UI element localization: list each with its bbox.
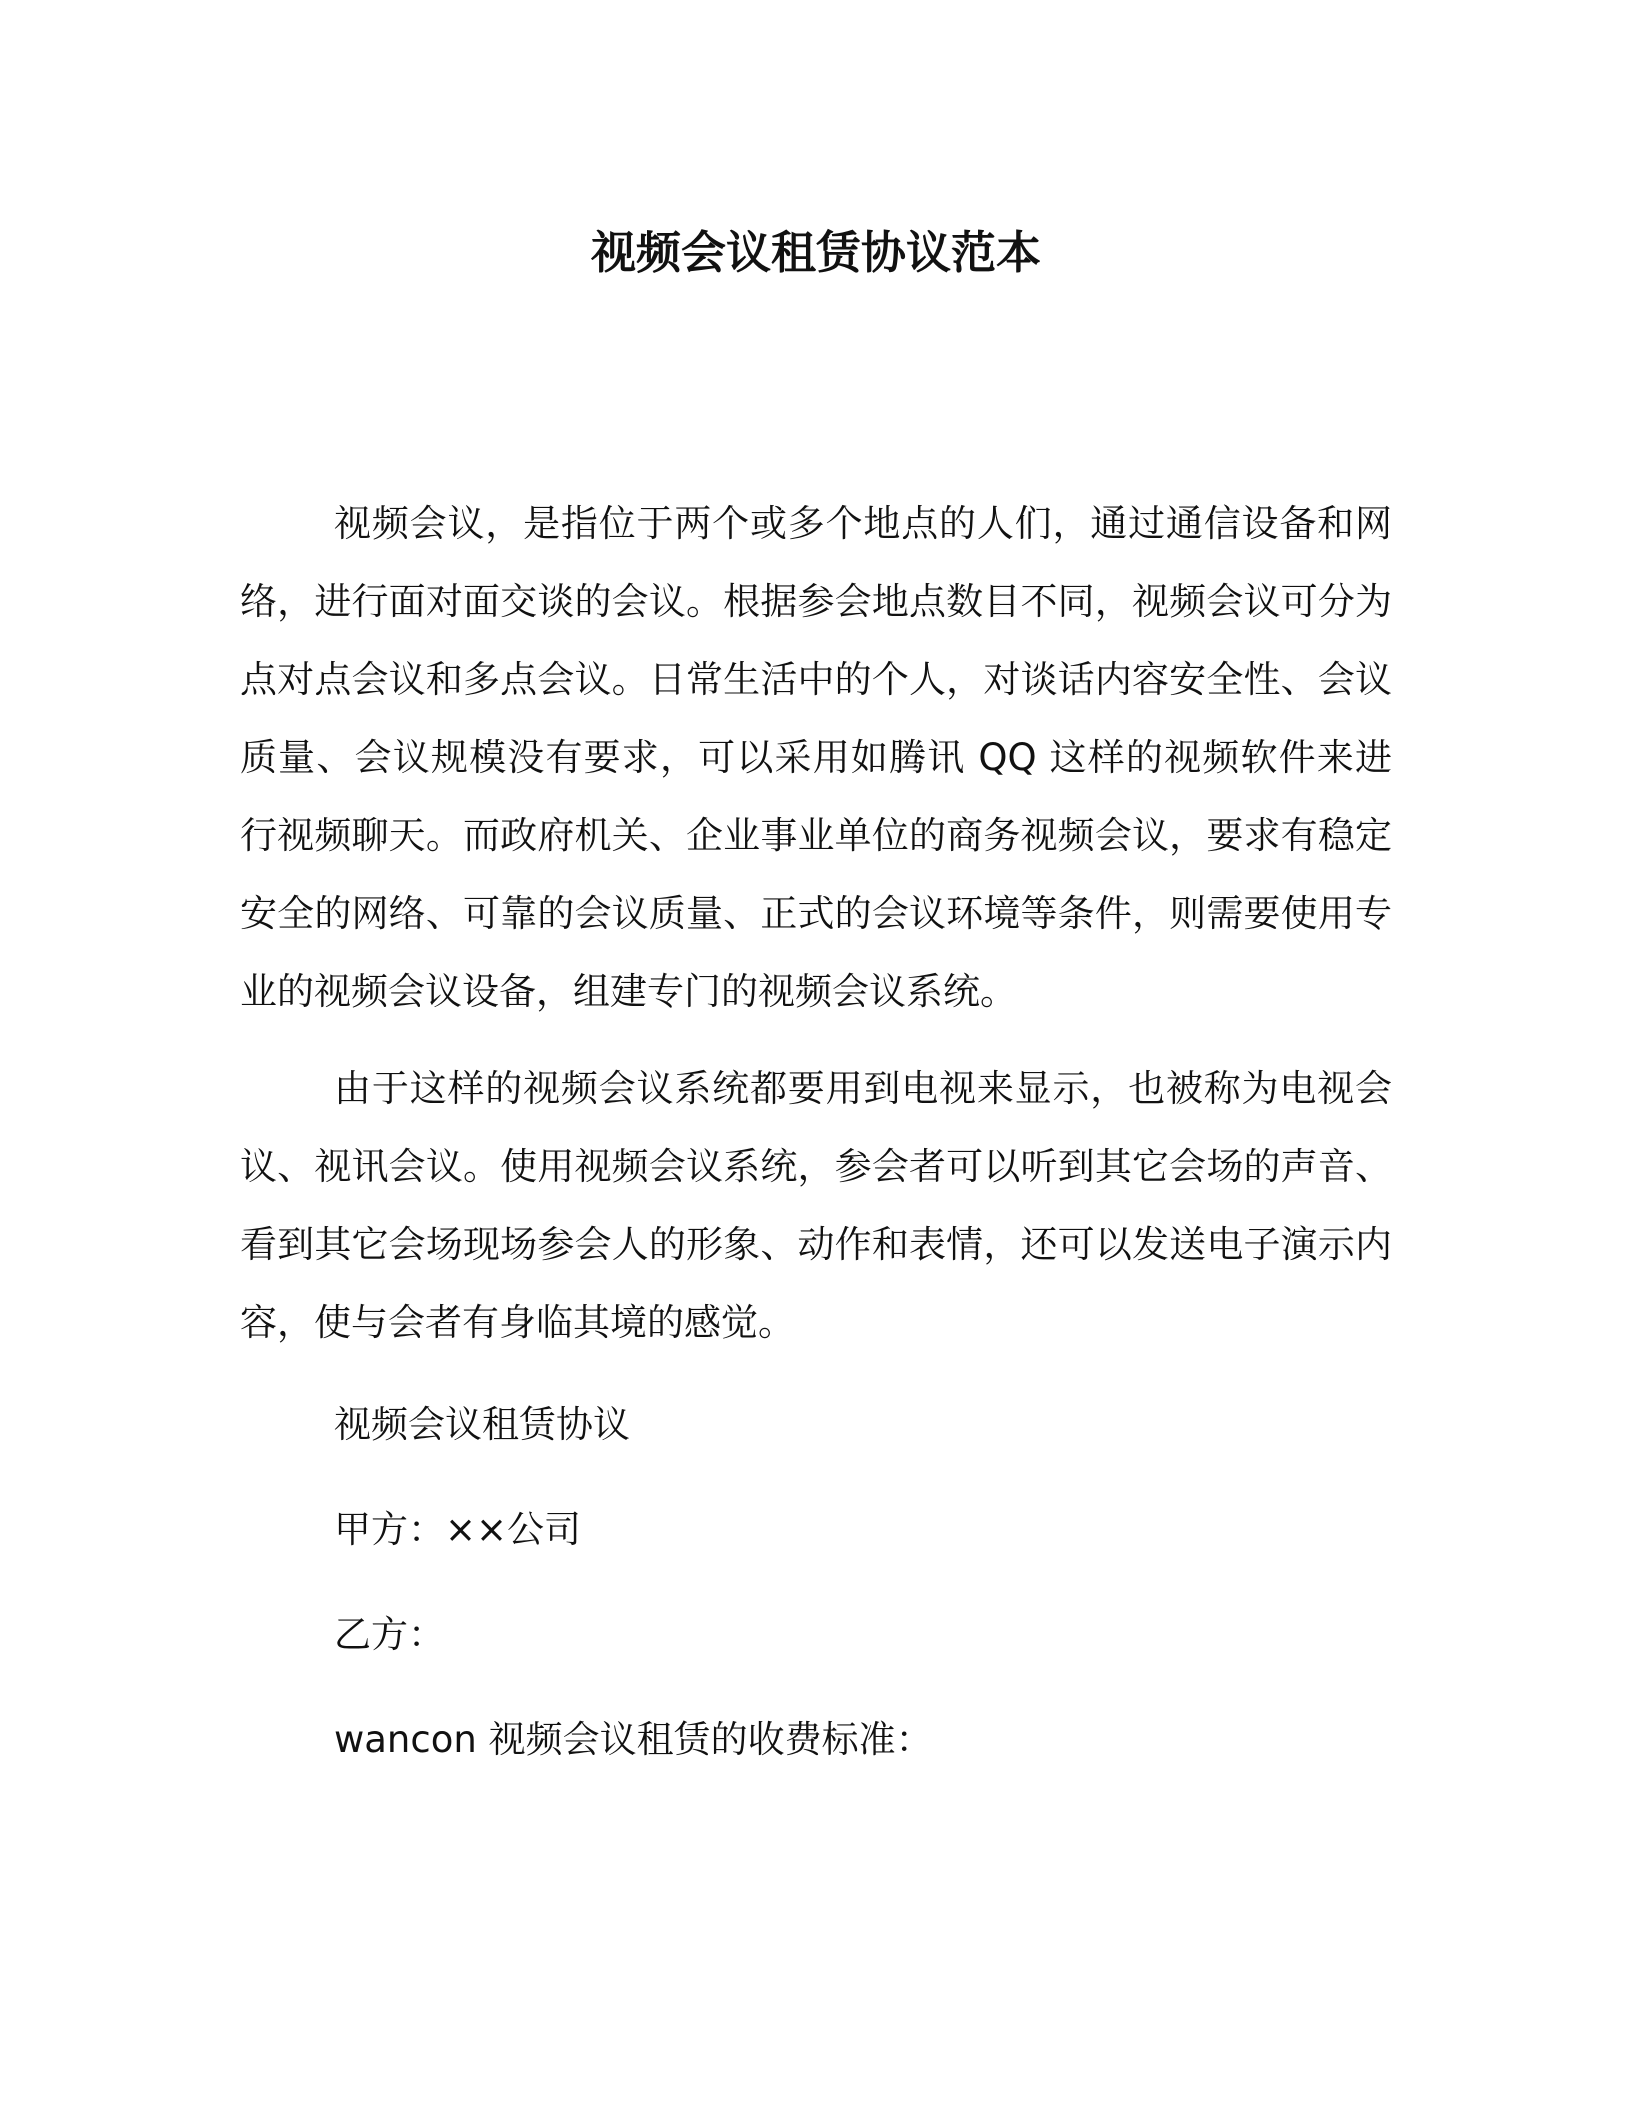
party-b: 乙方：	[334, 1613, 445, 1656]
party-a: 甲方：××公司	[334, 1508, 582, 1551]
paragraph-tv-conference: 由于这样的视频会议系统都要用到电视来显示，也被称为电视会议、视讯会议。使用视频会议系统，参会者可以听到其它会场的声音、看到其它会场现场参会人的形象、动作和表情，还可以发送电子演示内容，使与会者有身临其境的感觉。	[240, 1067, 1392, 1344]
agreement-heading: 视频会议租赁协议	[334, 1403, 630, 1446]
document-title: 视频会议租赁协议范本	[590, 226, 1041, 279]
paragraph-intro: 视频会议，是指位于两个或多个地点的人们，通过通信设备和网络，进行面对面交谈的会议。根据参会地点数目不同，视频会议可分为点对点会议和多点会议。日常生活中的个人，对谈话内容安全性、会议质量、会议规模没有要求，可以采用如腾讯 QQ 这样的视频软件来进行视频聊天。而政府机关、企业事业单位的商务视频会议，要求有稳定安全的网络、可靠的会议质量、正式的会议环境等条件，则需要使用专业的视频会议设备，组建专门的视频会议系统。	[240, 502, 1392, 1013]
fee-standard-heading: wancon 视频会议租赁的收费标准：	[334, 1718, 933, 1761]
